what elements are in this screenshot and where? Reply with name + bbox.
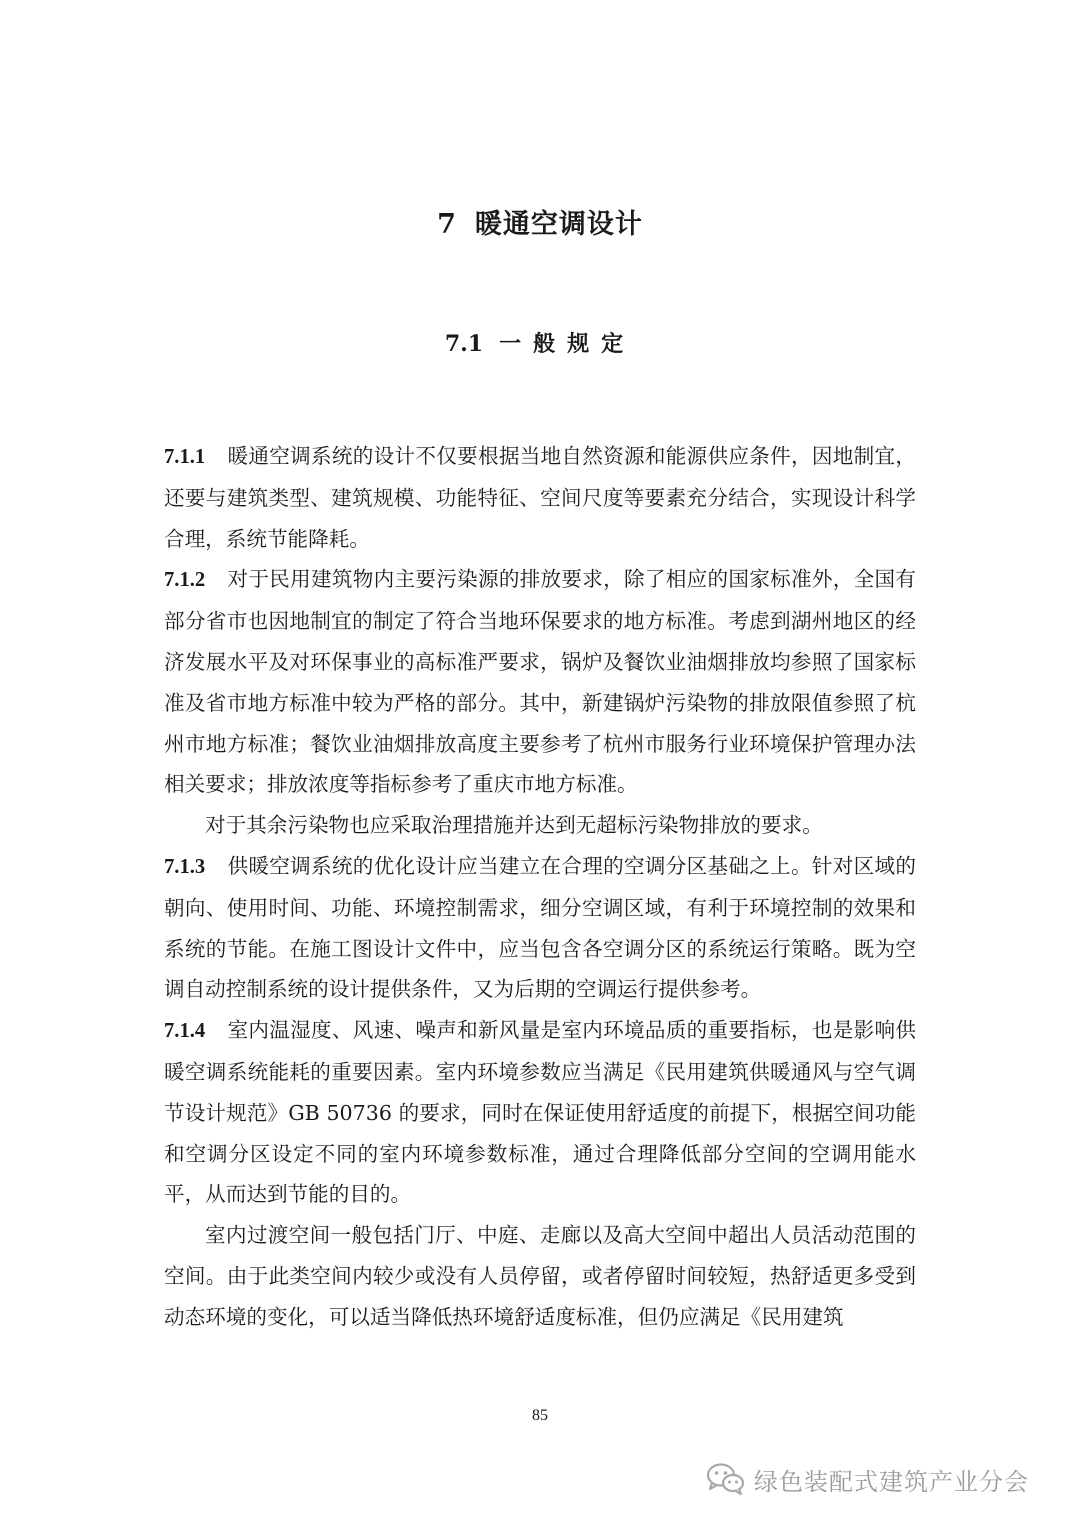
clause-text: 供暖空调系统的优化设计应当建立在合理的空调分区基础之上。针对区域的朝向、使用时间、功能、环境控制需求，细分空调区域，有利于环境控制的效果和系统的节能。在施工图设计文件中，应当包含各空调分区的系统运行策略。既为空调自动控制系统的设计提供条件，又为后期的空调运行提供参考。 xyxy=(164,853,916,1002)
clause-paragraph xyxy=(164,1010,916,1215)
clause-number: 7.1.1 xyxy=(164,446,206,468)
body-text xyxy=(164,436,916,1338)
clause-text: 室内温湿度、风速、噪声和新风量是室内环境品质的重要指标，也是影响供暖空调系统能耗的重要因素。室内环境参数应当满足《民用建筑供暖通风与空气调节设计规范》GB 50736 的要求，同时在保证使用舒适度的前提下，根据空间功能和空调分区设定不同的室内环境参数标准，通过合理降低部分空间的空调用能水平，从而达到节能的目的。 xyxy=(164,1018,916,1207)
clause-number: 7.1.3 xyxy=(164,855,206,878)
clause-text: 暖通空调系统的设计不仅要根据当地自然资源和能源供应条件，因地制宜，还要与建筑类型、建筑规模、功能特征、空间尺度等要素充分结合，实现设计科学合理，系统节能降耗。 xyxy=(164,444,916,551)
chapter-number: 7 xyxy=(437,209,457,240)
clause-number: 7.1.4 xyxy=(164,1020,206,1043)
section-number: 7.1 xyxy=(444,331,484,357)
chapter-title xyxy=(0,202,1080,241)
clause-paragraph xyxy=(164,846,916,1010)
watermark-text: 绿色装配式建筑产业分会 xyxy=(754,1467,1029,1496)
paragraph-text: 对于其余污染物也应采取治理措施并达到无超标污染物排放的要求。 xyxy=(205,813,823,838)
watermark xyxy=(706,1459,1029,1499)
paragraph-text: 室内过渡空间一般包括门厅、中庭、走廊以及高大空间中超出人员活动范围的空间。由于此类空间内较少或没有人员停留，或者停留时间较短，热舒适更多受到动态环境的变化，可以适当降低热环境舒适度标准，但仍应满足《民用建筑 xyxy=(164,1223,916,1329)
continuation-paragraph xyxy=(164,805,916,846)
continuation-paragraph xyxy=(164,1215,916,1337)
clause-paragraph xyxy=(164,436,916,559)
clause-paragraph xyxy=(164,559,916,805)
chapter-title-text: 暖通空调设计 xyxy=(474,209,643,240)
section-title xyxy=(0,327,1080,358)
clause-number: 7.1.2 xyxy=(164,569,206,592)
page-number: 85 xyxy=(532,1407,548,1424)
section-title-text: 一般规定 xyxy=(499,331,636,357)
clause-text: 对于民用建筑物内主要污染源的排放要求，除了相应的国家标准外，全国有部分省市也因地制宜的制定了符合当地环保要求的地方标准。考虑到湖州地区的经济发展水平及对环保事业的高标准严要求，锅炉及餐饮业油烟排放均参照了国家标准及省市地方标准中较为严格的部分。其中，新建锅炉污染物的排放限值参照了杭州市地方标准；餐饮业油烟排放高度主要参考了杭州市服务行业环境保护管理办法相关要求；排放浓度等指标参考了重庆市地方标准。 xyxy=(164,567,916,797)
wechat-icon xyxy=(706,1462,746,1496)
